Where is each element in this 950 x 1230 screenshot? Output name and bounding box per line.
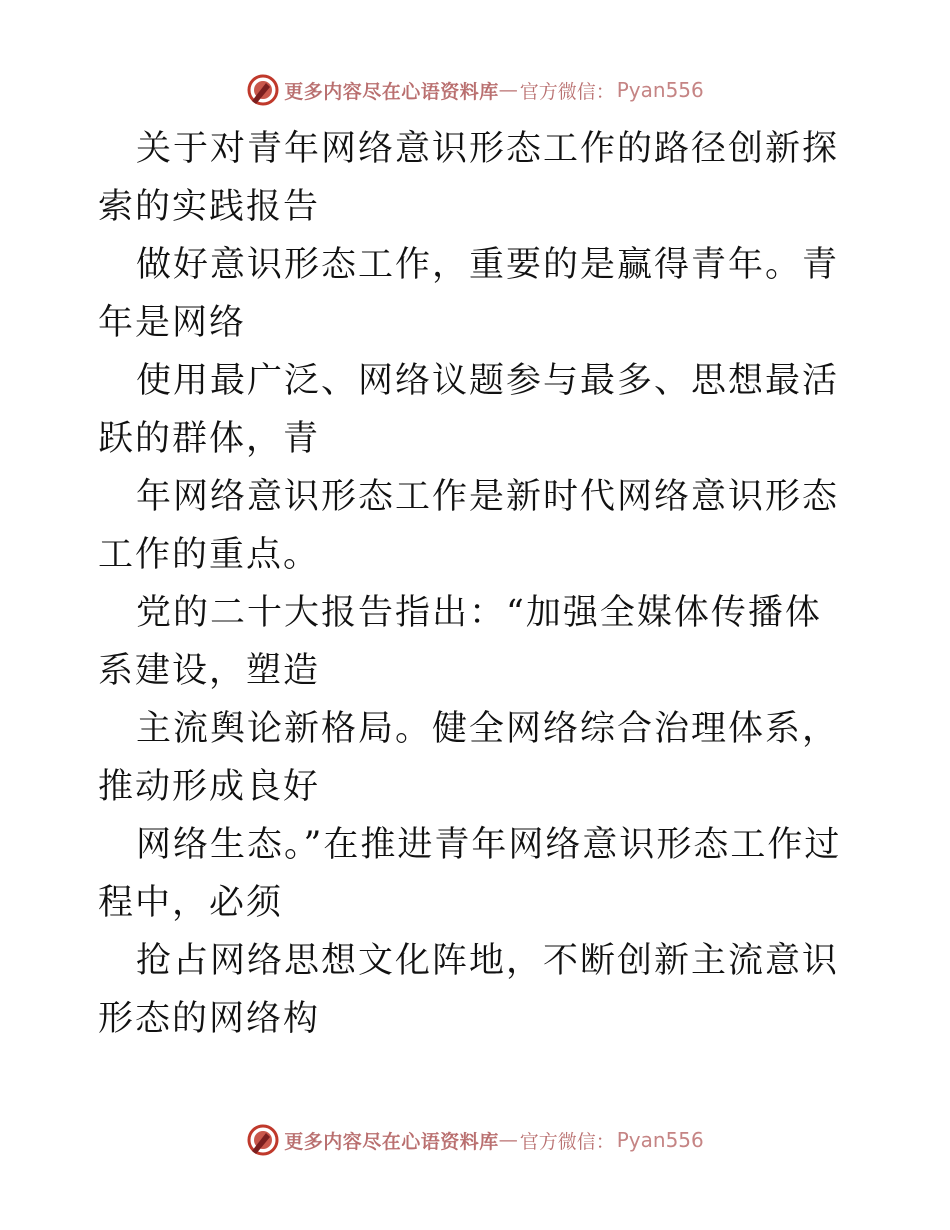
banner-separator: — xyxy=(498,79,518,101)
paragraph: 年网络意识形态工作是新时代网络意识形态工作的重点。 xyxy=(98,477,840,575)
banner-wechat-id: Pyan556 xyxy=(616,1128,704,1152)
paragraph: 使用最广泛、网络议题参与最多、思想最活跃的群体，青 xyxy=(98,361,840,459)
paragraph: 抢占网络思想文化阵地，不断创新主流意识形态的网络构 xyxy=(98,941,840,1039)
banner-text: 更多内容尽在心语资料库 xyxy=(284,1130,499,1153)
pen-seal-logo-icon xyxy=(246,73,280,107)
banner-wechat-label: 官方微信： xyxy=(519,1130,615,1153)
banner-wechat-id: Pyan556 xyxy=(616,78,704,102)
paragraph: 主流舆论新格局。健全网络综合治理体系，推动形成良好 xyxy=(98,709,840,807)
header-banner xyxy=(0,70,950,110)
banner-separator: — xyxy=(498,1129,518,1151)
document-body xyxy=(98,120,858,1048)
pen-seal-logo-icon xyxy=(246,1123,280,1157)
paragraph: 做好意识形态工作，重要的是赢得青年。青年是网络 xyxy=(98,245,840,343)
paragraph: 党的二十大报告指出：“加强全媒体传播体系建设，塑造 xyxy=(98,593,822,691)
document-title: 关于对青年网络意识形态工作的路径创新探索的实践报告 xyxy=(98,129,840,227)
paragraph: 网络生态。”在推进青年网络意识形态工作过程中，必须 xyxy=(98,825,842,923)
banner-wechat-label: 官方微信： xyxy=(519,80,615,103)
footer-banner xyxy=(0,1120,950,1160)
banner-text: 更多内容尽在心语资料库 xyxy=(284,80,499,103)
